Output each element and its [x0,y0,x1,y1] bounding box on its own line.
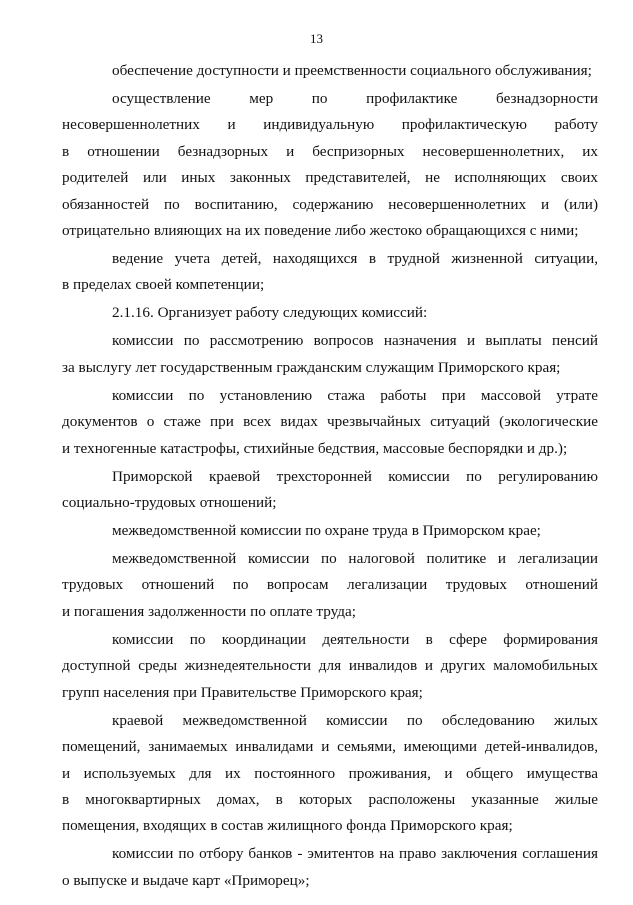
text-line: помещения, входящих в состав жилищного фонда Приморского края; [62,817,513,835]
text-line: в пределах своей компетенции; [62,276,265,294]
text-line: и погашения задолженности по оплате труда; [62,602,356,620]
text-line: несовершеннолетних и индивидуальную профилактическую работу [62,116,598,134]
paragraph [62,627,598,706]
text-line: доступной среды жизнедеятельности для инвалидов и других маломобильных [62,657,598,675]
text-line: социально-трудовых отношений; [62,494,277,512]
text-line: и техногенные катастрофы, стихийные бедствия, массовые беспорядки и др.); [62,439,568,457]
text-line: межведомственной комиссии по налоговой политике и легализации [112,550,598,568]
paragraph [62,328,598,381]
paragraph [62,86,598,244]
text-line: в отношении безнадзорных и беспризорных несовершеннолетних, их [62,142,598,160]
text-line: ведение учета детей, находящихся в трудной жизненной ситуации, [112,250,598,268]
paragraph [62,383,598,462]
text-line: 2.1.16. Организует работу следующих комиссий: [112,304,428,322]
text-line: комиссии по отбору банков - эмитентов на право заключения соглашения [112,845,598,863]
text-line: комиссии по рассмотрению вопросов назначения и выплаты пенсий [112,332,598,350]
paragraph [62,518,598,544]
text-line: обязанностей по воспитанию, содержанию несовершеннолетних и (или) [62,195,598,213]
paragraph [62,246,598,299]
text-line: помещений, занимаемых инвалидами и семьями, имеющими детей-инвалидов, [62,738,598,756]
paragraph [62,58,598,84]
paragraph [62,464,598,517]
text-line: и используемых для их постоянного проживания, и общего имущества [62,764,598,782]
page-number: 13 [310,31,323,46]
text-line: осуществление мер по профилактике безнадзорности [112,90,598,107]
text-line: краевой межведомственной комиссии по обследованию жилых [112,711,598,729]
text-line: межведомственной комиссии по охране труда в Приморском крае; [112,522,541,540]
text-line: комиссии по установлению стажа работы при массовой утрате [112,386,598,404]
paragraph [62,546,598,625]
document-body [62,58,598,894]
text-line: документов о стаже при всех видах чрезвычайных ситуаций (экологические [62,413,598,431]
text-line: в многоквартирных домах, в которых расположены указанные жилые [62,790,598,808]
text-line: Приморской краевой трехсторонней комиссии по регулированию [112,467,598,485]
text-line: трудовых отношений по вопросам легализации трудовых отношений [62,576,598,594]
section-heading [62,300,598,326]
paragraph [62,841,598,894]
text-line: за выслугу лет государственным гражданским служащим Приморского края; [62,358,561,376]
text-line: о выпуске и выдаче карт «Приморец»; [62,871,310,889]
text-line: комиссии по координации деятельности в сфере формирования [112,630,598,648]
text-line: родителей или иных законных представителей, не исполняющих своих [62,169,598,187]
text-line: групп населения при Правительстве Приморского края; [62,683,423,701]
paragraph [62,708,598,840]
text-line: обеспечение доступности и преемственности социального обслуживания; [112,62,592,79]
text-line: отрицательно влияющих на их поведение либо жестоко обращающихся с ними; [62,222,579,240]
